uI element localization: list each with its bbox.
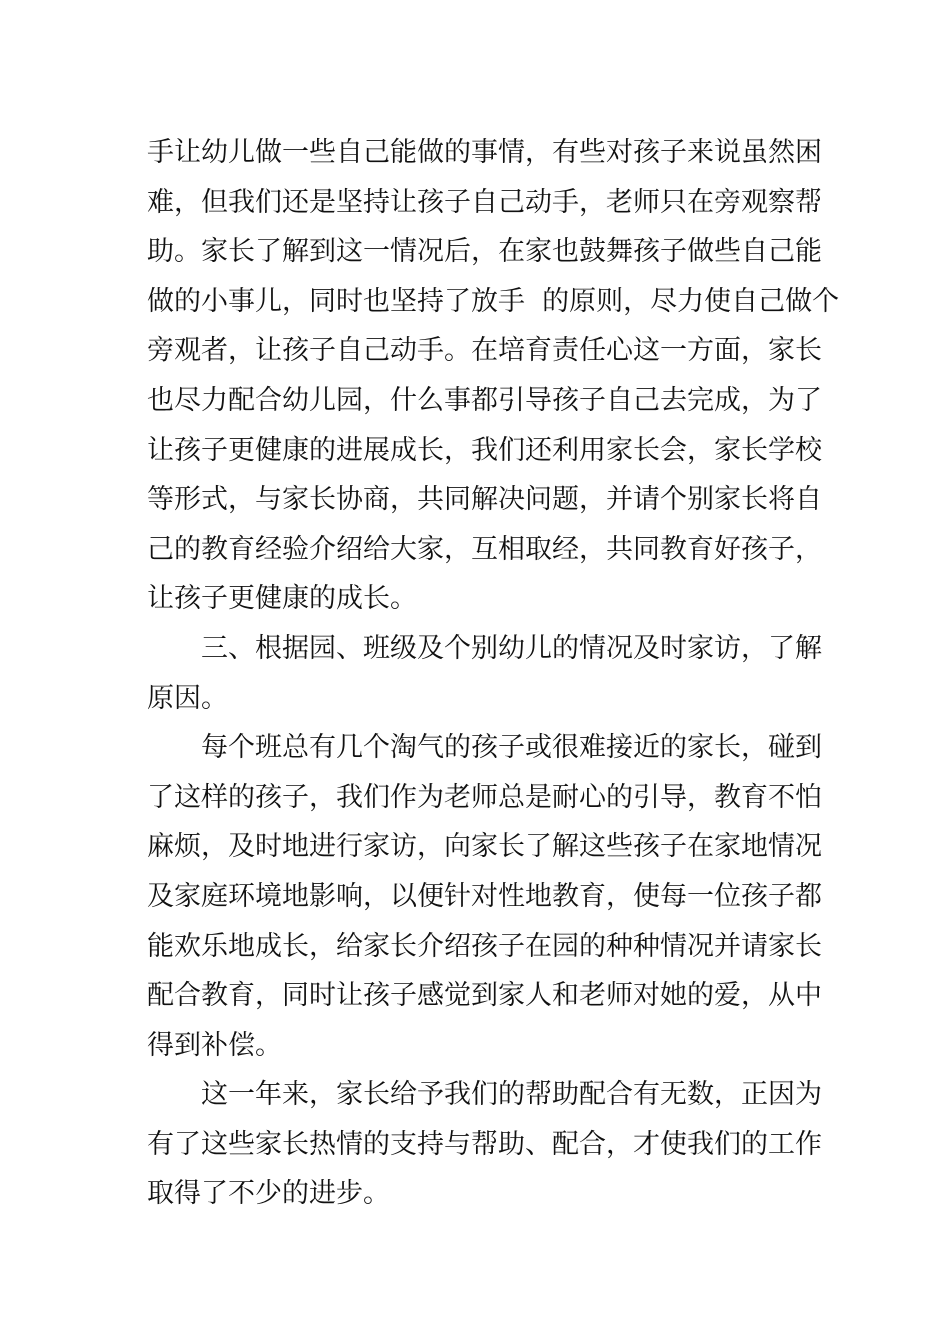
text-line: 做的小事儿，同时也坚持了放手 的原则，尽力使自己做个: [147, 285, 840, 317]
text-line: 配合教育，同时让孩子感觉到家人和老师对她的爱，从中: [147, 980, 822, 1012]
text-line: 有了这些家长热情的支持与帮助、配合，才使我们的工作: [147, 1128, 822, 1160]
text-line: 及家庭环境地影响，以便针对性地教育，使每一位孩子都: [147, 880, 822, 912]
text-line: 让孩子更健康的成长。: [147, 583, 417, 615]
paragraph-start: 这一年来，家长给予我们的帮助配合有无数，正因为: [201, 1079, 822, 1111]
text-line: 己的教育经验介绍给大家，互相取经，共同教育好孩子，: [147, 533, 822, 565]
text-line: 手让幼儿做一些自己能做的事情，有些对孩子来说虽然困: [147, 137, 822, 168]
text-line: 取得了不少的进步。: [147, 1178, 390, 1210]
text-line: 让孩子更健康的进展成长，我们还利用家长会，家长学校: [147, 434, 822, 466]
text-line: 得到补偿。: [147, 1029, 282, 1061]
text-line: 能欢乐地成长，给家长介绍孩子在园的种种情况并请家长: [147, 930, 822, 962]
text-line: 也尽力配合幼儿园，什么事都引导孩子自己去完成，为了: [147, 384, 822, 416]
text-line: 旁观者，让孩子自己动手。在培育责任心这一方面，家长: [147, 335, 822, 367]
body-text: [147, 128, 840, 1219]
text-line: 难，但我们还是坚持让孩子自己动手，老师只在旁观察帮: [147, 186, 822, 218]
section-heading-continuation: 原因。: [147, 682, 228, 714]
text-line: 助。家长了解到这一情况后，在家也鼓舞孩子做些自己能: [147, 236, 822, 268]
paragraph-start: 每个班总有几个淘气的孩子或很难接近的家长，碰到: [201, 732, 822, 764]
text-line: 了这样的孩子，我们作为老师总是耐心的引导，教育不怕: [147, 781, 822, 813]
text-line: 等形式，与家长协商，共同解决问题，并请个别家长将自: [147, 484, 822, 516]
section-heading: 三、根据园、班级及个别幼儿的情况及时家访，了解: [201, 632, 822, 664]
text-line: 麻烦，及时地进行家访，向家长了解这些孩子在家地情况: [147, 831, 822, 863]
